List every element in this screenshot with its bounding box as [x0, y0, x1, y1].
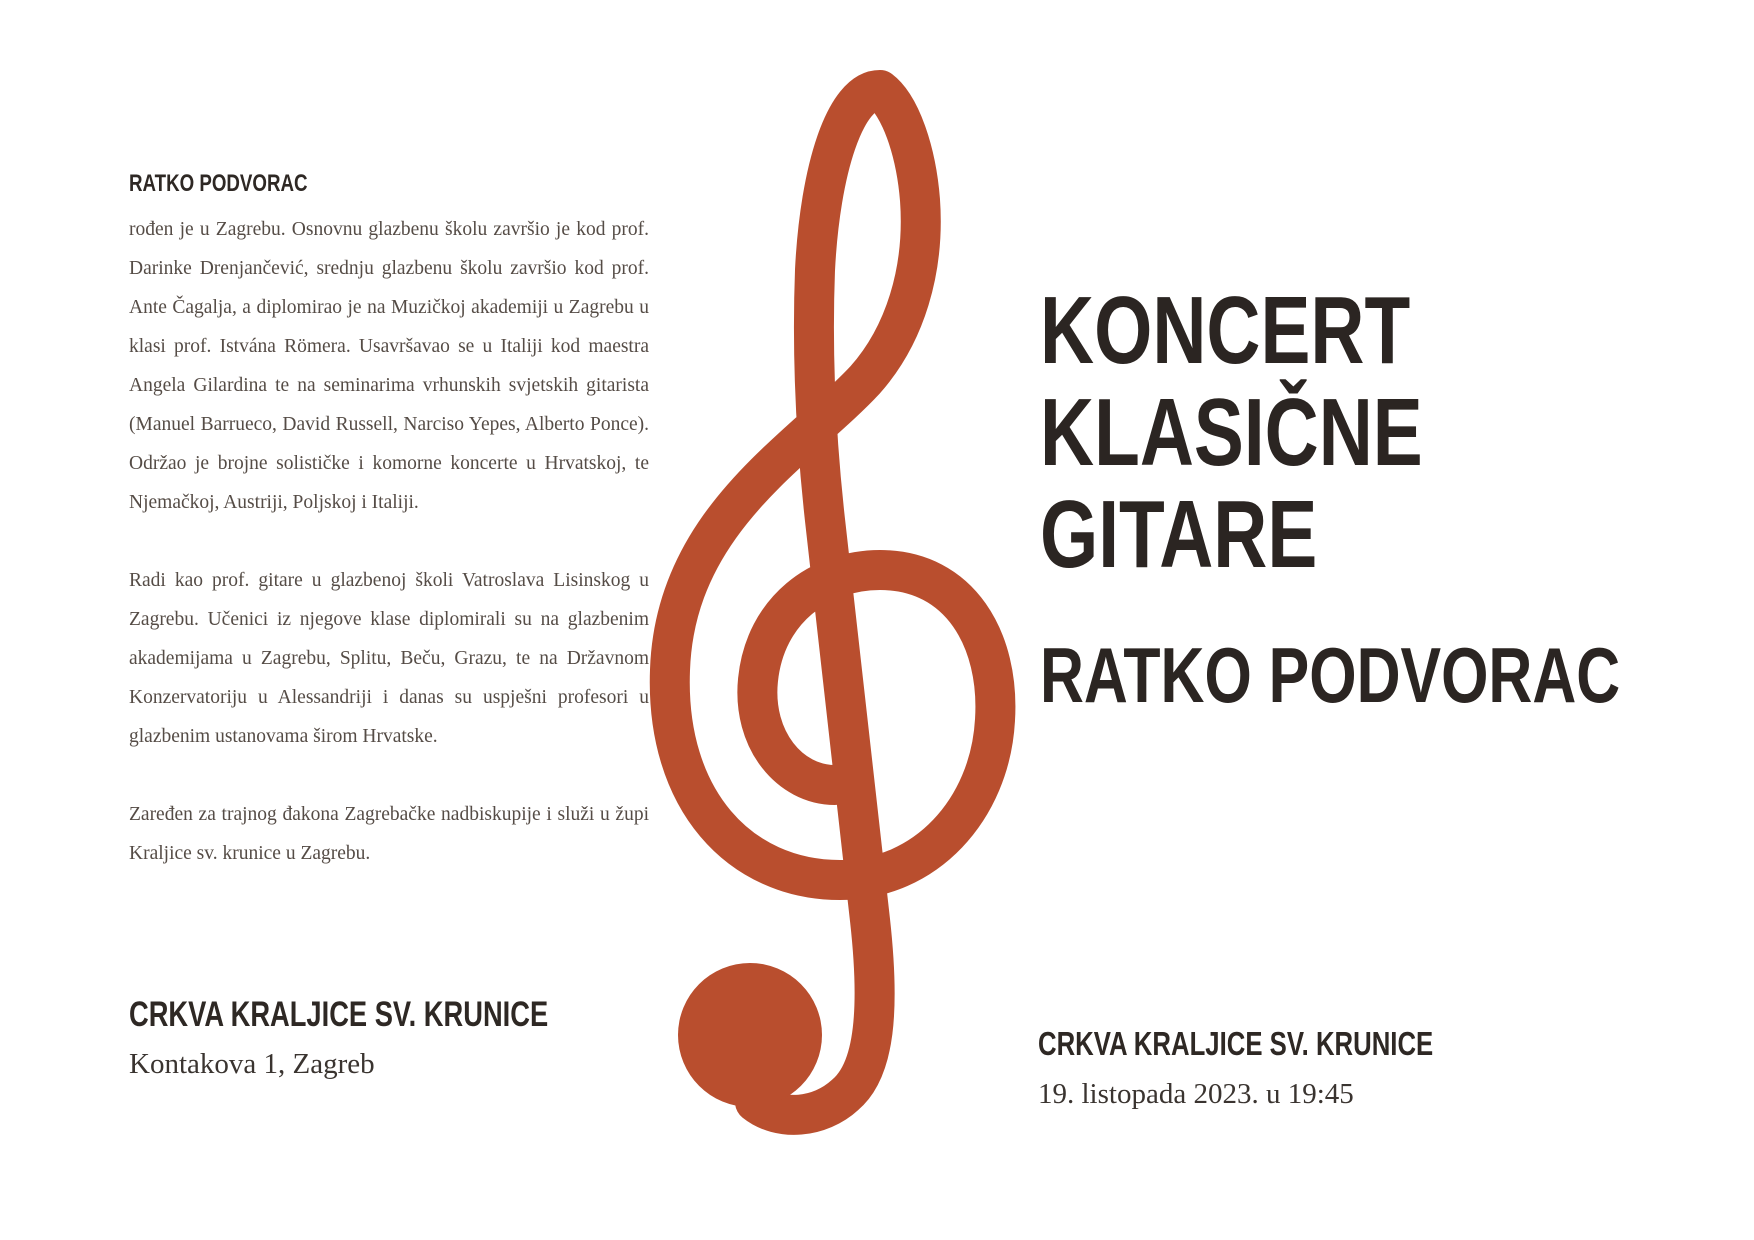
- title-line-3: GITARE: [1040, 481, 1318, 588]
- treble-clef-icon: [640, 50, 1080, 1210]
- bio-paragraph-1: rođen je u Zagrebu. Osnovnu glazbenu školu završio je kod prof. Darinke Drenjančević, srednju glazbenu školu završio kod prof. Ante Čagalja, a diplomirao je na Muzičkoj akademiji u Zagrebu u klasi prof. Istvána Römera. Usavršavao se u Italiji kod maestra Angela Gilardina te na seminarima vrhunskih svjetskih gitarista (Manuel Barrueco, David Russell, Narciso Yepes, Alberto Ponce). Održao je brojne solističke i komorne koncerte u Hrvatskoj, te Njemačkoj, Austriji, Poljskoj i Italiji.: [129, 219, 649, 513]
- biography-section: [129, 170, 649, 912]
- bio-paragraph-2: Radi kao prof. gitare u glazbenoj školi Vatroslava Lisinskog u Zagrebu. Učenici iz njegove klase diplomirali su na glazbenim akademijama u Zagrebu, Splitu, Beču, Grazu, te na Državnom Konzervatoriju u Alessandriji i danas su uspješni profesori u glazbenim ustanovama širom Hrvatske.: [129, 570, 649, 747]
- venue-name-left: CRKVA KRALJICE SV. KRUNICE: [129, 995, 549, 1034]
- title-line-2: KLASIČNE: [1040, 379, 1423, 486]
- title-line-1: KONCERT: [1040, 277, 1411, 384]
- concert-datetime: 19. listopada 2023. u 19:45: [1038, 1078, 1354, 1110]
- bio-paragraph-3: Zaređen za trajnog đakona Zagrebačke nadbiskupije i služi u župi Kraljice sv. krunice u Zagrebu.: [129, 804, 649, 864]
- performer-name: RATKO PODVORAC: [1040, 631, 1621, 719]
- bio-name: RATKO PODVORAC: [129, 170, 308, 197]
- venue-address: Kontakova 1, Zagreb: [129, 1048, 375, 1080]
- venue-name-right: CRKVA KRALJICE SV. KRUNICE: [1038, 1025, 1434, 1062]
- concert-title: [1040, 277, 1531, 588]
- treble-clef-shape: [670, 90, 996, 1115]
